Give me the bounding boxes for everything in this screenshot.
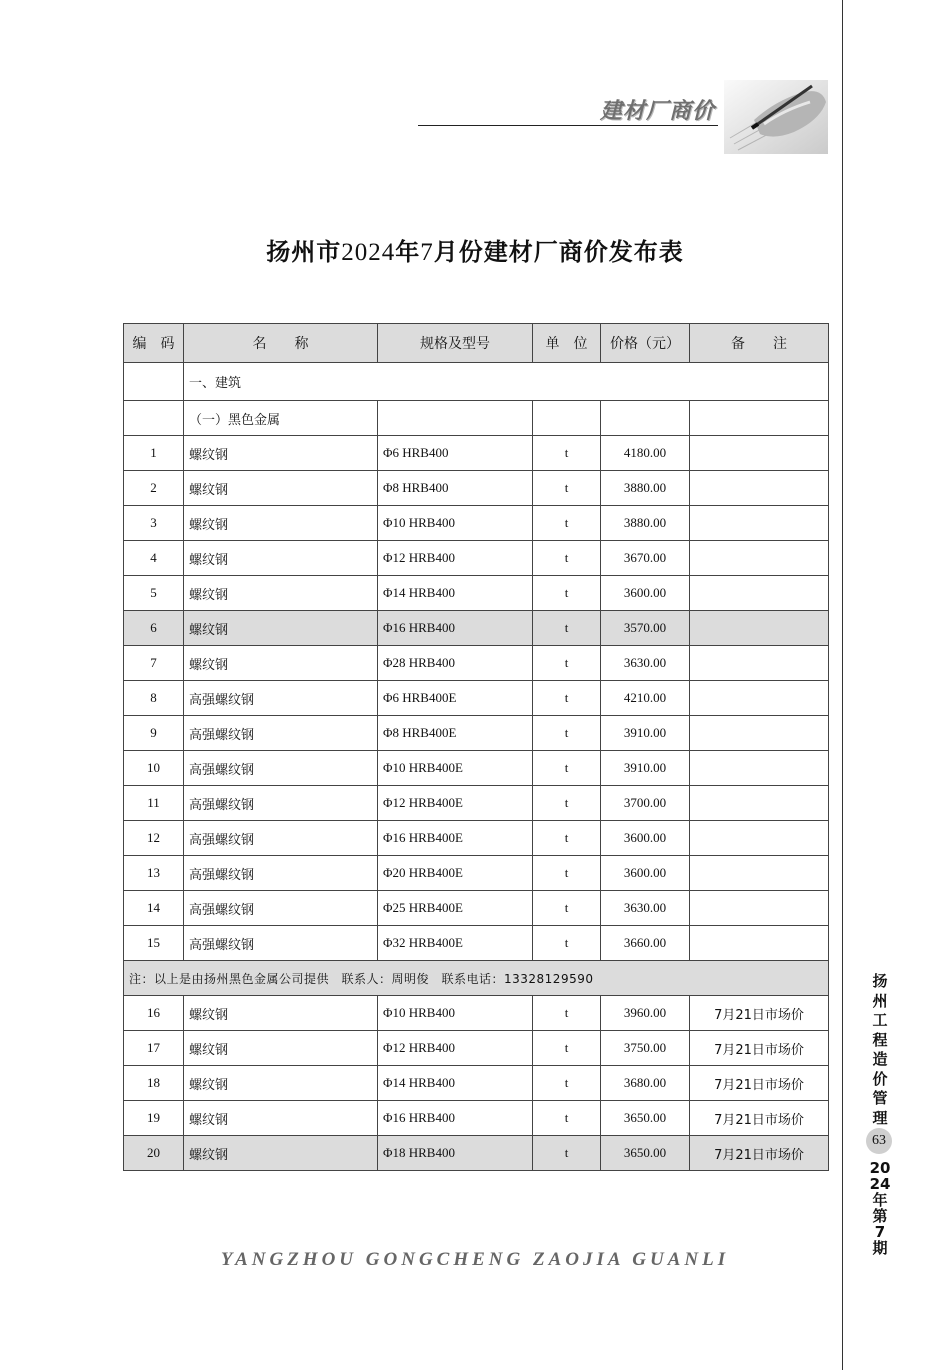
- row-code: 20: [124, 1136, 184, 1171]
- row-spec: Φ10 HRB400: [378, 506, 533, 541]
- row-remark: 7月21日市场价: [690, 1136, 829, 1171]
- row-remark: [690, 926, 829, 961]
- row-unit: t: [533, 1136, 601, 1171]
- row-code: 16: [124, 996, 184, 1031]
- row-remark: 7月21日市场价: [690, 1101, 829, 1136]
- row-code: 18: [124, 1066, 184, 1101]
- row-price: 3880.00: [601, 506, 690, 541]
- title-year: 2024: [341, 239, 396, 266]
- row-name: 螺纹钢: [184, 1031, 378, 1066]
- sidebar-magazine-name: 扬州工程造价管理: [872, 972, 888, 1127]
- header-remark: 备 注: [690, 324, 829, 363]
- row-name: 高强螺纹钢: [184, 751, 378, 786]
- row-price: 3880.00: [601, 471, 690, 506]
- row-name: 高强螺纹钢: [184, 821, 378, 856]
- table-row: [124, 926, 829, 961]
- row-name: 螺纹钢: [184, 646, 378, 681]
- row-price: 3650.00: [601, 1101, 690, 1136]
- empty-cell: [378, 401, 533, 436]
- row-code: 9: [124, 716, 184, 751]
- table-row: [124, 681, 829, 716]
- row-unit: t: [533, 751, 601, 786]
- row-unit: t: [533, 611, 601, 646]
- row-name: 螺纹钢: [184, 541, 378, 576]
- row-remark: [690, 751, 829, 786]
- row-spec: Φ8 HRB400: [378, 471, 533, 506]
- header-name: 名 称: [184, 324, 378, 363]
- row-spec: Φ32 HRB400E: [378, 926, 533, 961]
- subsection-label: （一）黑色金属: [184, 401, 378, 436]
- row-unit: t: [533, 681, 601, 716]
- row-unit: t: [533, 926, 601, 961]
- row-remark: [690, 541, 829, 576]
- header-price: 价格（元）: [601, 324, 690, 363]
- footer-pinyin: YANGZHOU GONGCHENG ZAOJIA GUANLI: [220, 1249, 730, 1270]
- table-row: [124, 996, 829, 1031]
- table-row: [124, 751, 829, 786]
- row-name: 螺纹钢: [184, 1066, 378, 1101]
- row-name: 高强螺纹钢: [184, 891, 378, 926]
- row-spec: Φ18 HRB400: [378, 1136, 533, 1171]
- row-spec: Φ6 HRB400E: [378, 681, 533, 716]
- row-code: 17: [124, 1031, 184, 1066]
- row-price: 3910.00: [601, 751, 690, 786]
- table-row: [124, 436, 829, 471]
- row-price: 3960.00: [601, 996, 690, 1031]
- subsection-code-cell: [124, 401, 184, 436]
- table-row: [124, 716, 829, 751]
- row-spec: Φ6 HRB400: [378, 436, 533, 471]
- row-price: 3680.00: [601, 1066, 690, 1101]
- row-spec: Φ16 HRB400: [378, 1101, 533, 1136]
- table-row: [124, 821, 829, 856]
- title-year-suffix: 年: [395, 238, 421, 266]
- row-spec: Φ12 HRB400E: [378, 786, 533, 821]
- row-name: 高强螺纹钢: [184, 716, 378, 751]
- row-price: 4210.00: [601, 681, 690, 716]
- table-row: [124, 506, 829, 541]
- row-name: 螺纹钢: [184, 1101, 378, 1136]
- row-price: 3660.00: [601, 926, 690, 961]
- row-remark: [690, 506, 829, 541]
- table-row: [124, 786, 829, 821]
- subsection-row: [124, 401, 829, 436]
- row-price: 3600.00: [601, 576, 690, 611]
- row-name: 螺纹钢: [184, 471, 378, 506]
- row-remark: 7月21日市场价: [690, 1031, 829, 1066]
- row-remark: [690, 856, 829, 891]
- row-code: 19: [124, 1101, 184, 1136]
- row-name: 高强螺纹钢: [184, 856, 378, 891]
- row-spec: Φ16 HRB400: [378, 611, 533, 646]
- row-code: 4: [124, 541, 184, 576]
- table-header-row: [124, 324, 829, 363]
- table-row: [124, 856, 829, 891]
- row-code: 8: [124, 681, 184, 716]
- header-unit: 单 位: [533, 324, 601, 363]
- row-remark: 7月21日市场价: [690, 996, 829, 1031]
- price-table: [123, 323, 829, 1171]
- row-unit: t: [533, 996, 601, 1031]
- row-spec: Φ20 HRB400E: [378, 856, 533, 891]
- row-name: 螺纹钢: [184, 996, 378, 1031]
- row-remark: [690, 471, 829, 506]
- title-prefix: 扬州市: [266, 238, 342, 266]
- row-unit: t: [533, 646, 601, 681]
- empty-cell: [533, 401, 601, 436]
- row-price: 3910.00: [601, 716, 690, 751]
- row-code: 11: [124, 786, 184, 821]
- row-unit: t: [533, 891, 601, 926]
- row-unit: t: [533, 436, 601, 471]
- row-code: 14: [124, 891, 184, 926]
- row-price: 3670.00: [601, 541, 690, 576]
- row-remark: 7月21日市场价: [690, 1066, 829, 1101]
- row-spec: Φ14 HRB400: [378, 1066, 533, 1101]
- row-unit: t: [533, 821, 601, 856]
- row-remark: [690, 786, 829, 821]
- row-name: 高强螺纹钢: [184, 681, 378, 716]
- section-title: 建材厂商价: [600, 99, 716, 124]
- row-remark: [690, 611, 829, 646]
- table-row: [124, 541, 829, 576]
- page-title: [0, 232, 950, 267]
- row-code: 5: [124, 576, 184, 611]
- table-row: [124, 576, 829, 611]
- table-row: [124, 611, 829, 646]
- row-unit: t: [533, 1101, 601, 1136]
- row-unit: t: [533, 576, 601, 611]
- row-remark: [690, 891, 829, 926]
- row-spec: Φ12 HRB400: [378, 1031, 533, 1066]
- row-code: 7: [124, 646, 184, 681]
- row-name: 螺纹钢: [184, 1136, 378, 1171]
- section-code-cell: [124, 363, 184, 401]
- table-row: [124, 471, 829, 506]
- row-name: 高强螺纹钢: [184, 786, 378, 821]
- row-unit: t: [533, 716, 601, 751]
- header-code: 编 码: [124, 324, 184, 363]
- row-name: 螺纹钢: [184, 436, 378, 471]
- row-price: 3750.00: [601, 1031, 690, 1066]
- row-spec: Φ14 HRB400: [378, 576, 533, 611]
- row-unit: t: [533, 541, 601, 576]
- row-unit: t: [533, 471, 601, 506]
- row-price: 3700.00: [601, 786, 690, 821]
- row-code: 1: [124, 436, 184, 471]
- row-spec: Φ8 HRB400E: [378, 716, 533, 751]
- row-name: 高强螺纹钢: [184, 926, 378, 961]
- table-row: [124, 1136, 829, 1171]
- row-code: 13: [124, 856, 184, 891]
- table-row: [124, 1031, 829, 1066]
- row-unit: t: [533, 506, 601, 541]
- row-spec: Φ10 HRB400: [378, 996, 533, 1031]
- row-price: 3630.00: [601, 891, 690, 926]
- table-row: [124, 891, 829, 926]
- empty-cell: [690, 401, 829, 436]
- title-month: 7: [420, 239, 434, 266]
- row-unit: t: [533, 856, 601, 891]
- row-remark: [690, 821, 829, 856]
- row-price: 3600.00: [601, 856, 690, 891]
- sidebar-issue: 2024年第7期: [869, 1159, 891, 1257]
- table-row: [124, 1101, 829, 1136]
- hand-with-pen-image: [724, 80, 828, 154]
- row-name: 螺纹钢: [184, 506, 378, 541]
- row-unit: t: [533, 1031, 601, 1066]
- row-spec: Φ16 HRB400E: [378, 821, 533, 856]
- row-remark: [690, 436, 829, 471]
- section-label: 一、建筑: [184, 363, 829, 401]
- title-rest: 月份建材厂商价发布表: [433, 238, 684, 266]
- row-price: 3570.00: [601, 611, 690, 646]
- table-row: [124, 1066, 829, 1101]
- page-edge-rule: [842, 0, 843, 1370]
- row-remark: [690, 646, 829, 681]
- row-remark: [690, 576, 829, 611]
- row-name: 螺纹钢: [184, 576, 378, 611]
- row-price: 3650.00: [601, 1136, 690, 1171]
- row-code: 6: [124, 611, 184, 646]
- row-spec: Φ12 HRB400: [378, 541, 533, 576]
- row-code: 2: [124, 471, 184, 506]
- section-row: [124, 363, 829, 401]
- row-price: 3600.00: [601, 821, 690, 856]
- row-spec: Φ28 HRB400: [378, 646, 533, 681]
- row-unit: t: [533, 786, 601, 821]
- row-remark: [690, 716, 829, 751]
- row-price: 3630.00: [601, 646, 690, 681]
- row-code: 15: [124, 926, 184, 961]
- empty-cell: [601, 401, 690, 436]
- table-row: [124, 646, 829, 681]
- header-rule: [418, 125, 718, 126]
- row-spec: Φ25 HRB400E: [378, 891, 533, 926]
- supplier-note: 注：以上是由扬州黑色金属公司提供 联系人：周明俊 联系电话：13328129590: [124, 961, 829, 996]
- row-remark: [690, 681, 829, 716]
- row-name: 螺纹钢: [184, 611, 378, 646]
- page-number: 63: [866, 1128, 892, 1154]
- row-price: 4180.00: [601, 436, 690, 471]
- supplier-note-row: [124, 961, 829, 996]
- row-code: 12: [124, 821, 184, 856]
- row-code: 3: [124, 506, 184, 541]
- header-spec: 规格及型号: [378, 324, 533, 363]
- row-unit: t: [533, 1066, 601, 1101]
- row-code: 10: [124, 751, 184, 786]
- row-spec: Φ10 HRB400E: [378, 751, 533, 786]
